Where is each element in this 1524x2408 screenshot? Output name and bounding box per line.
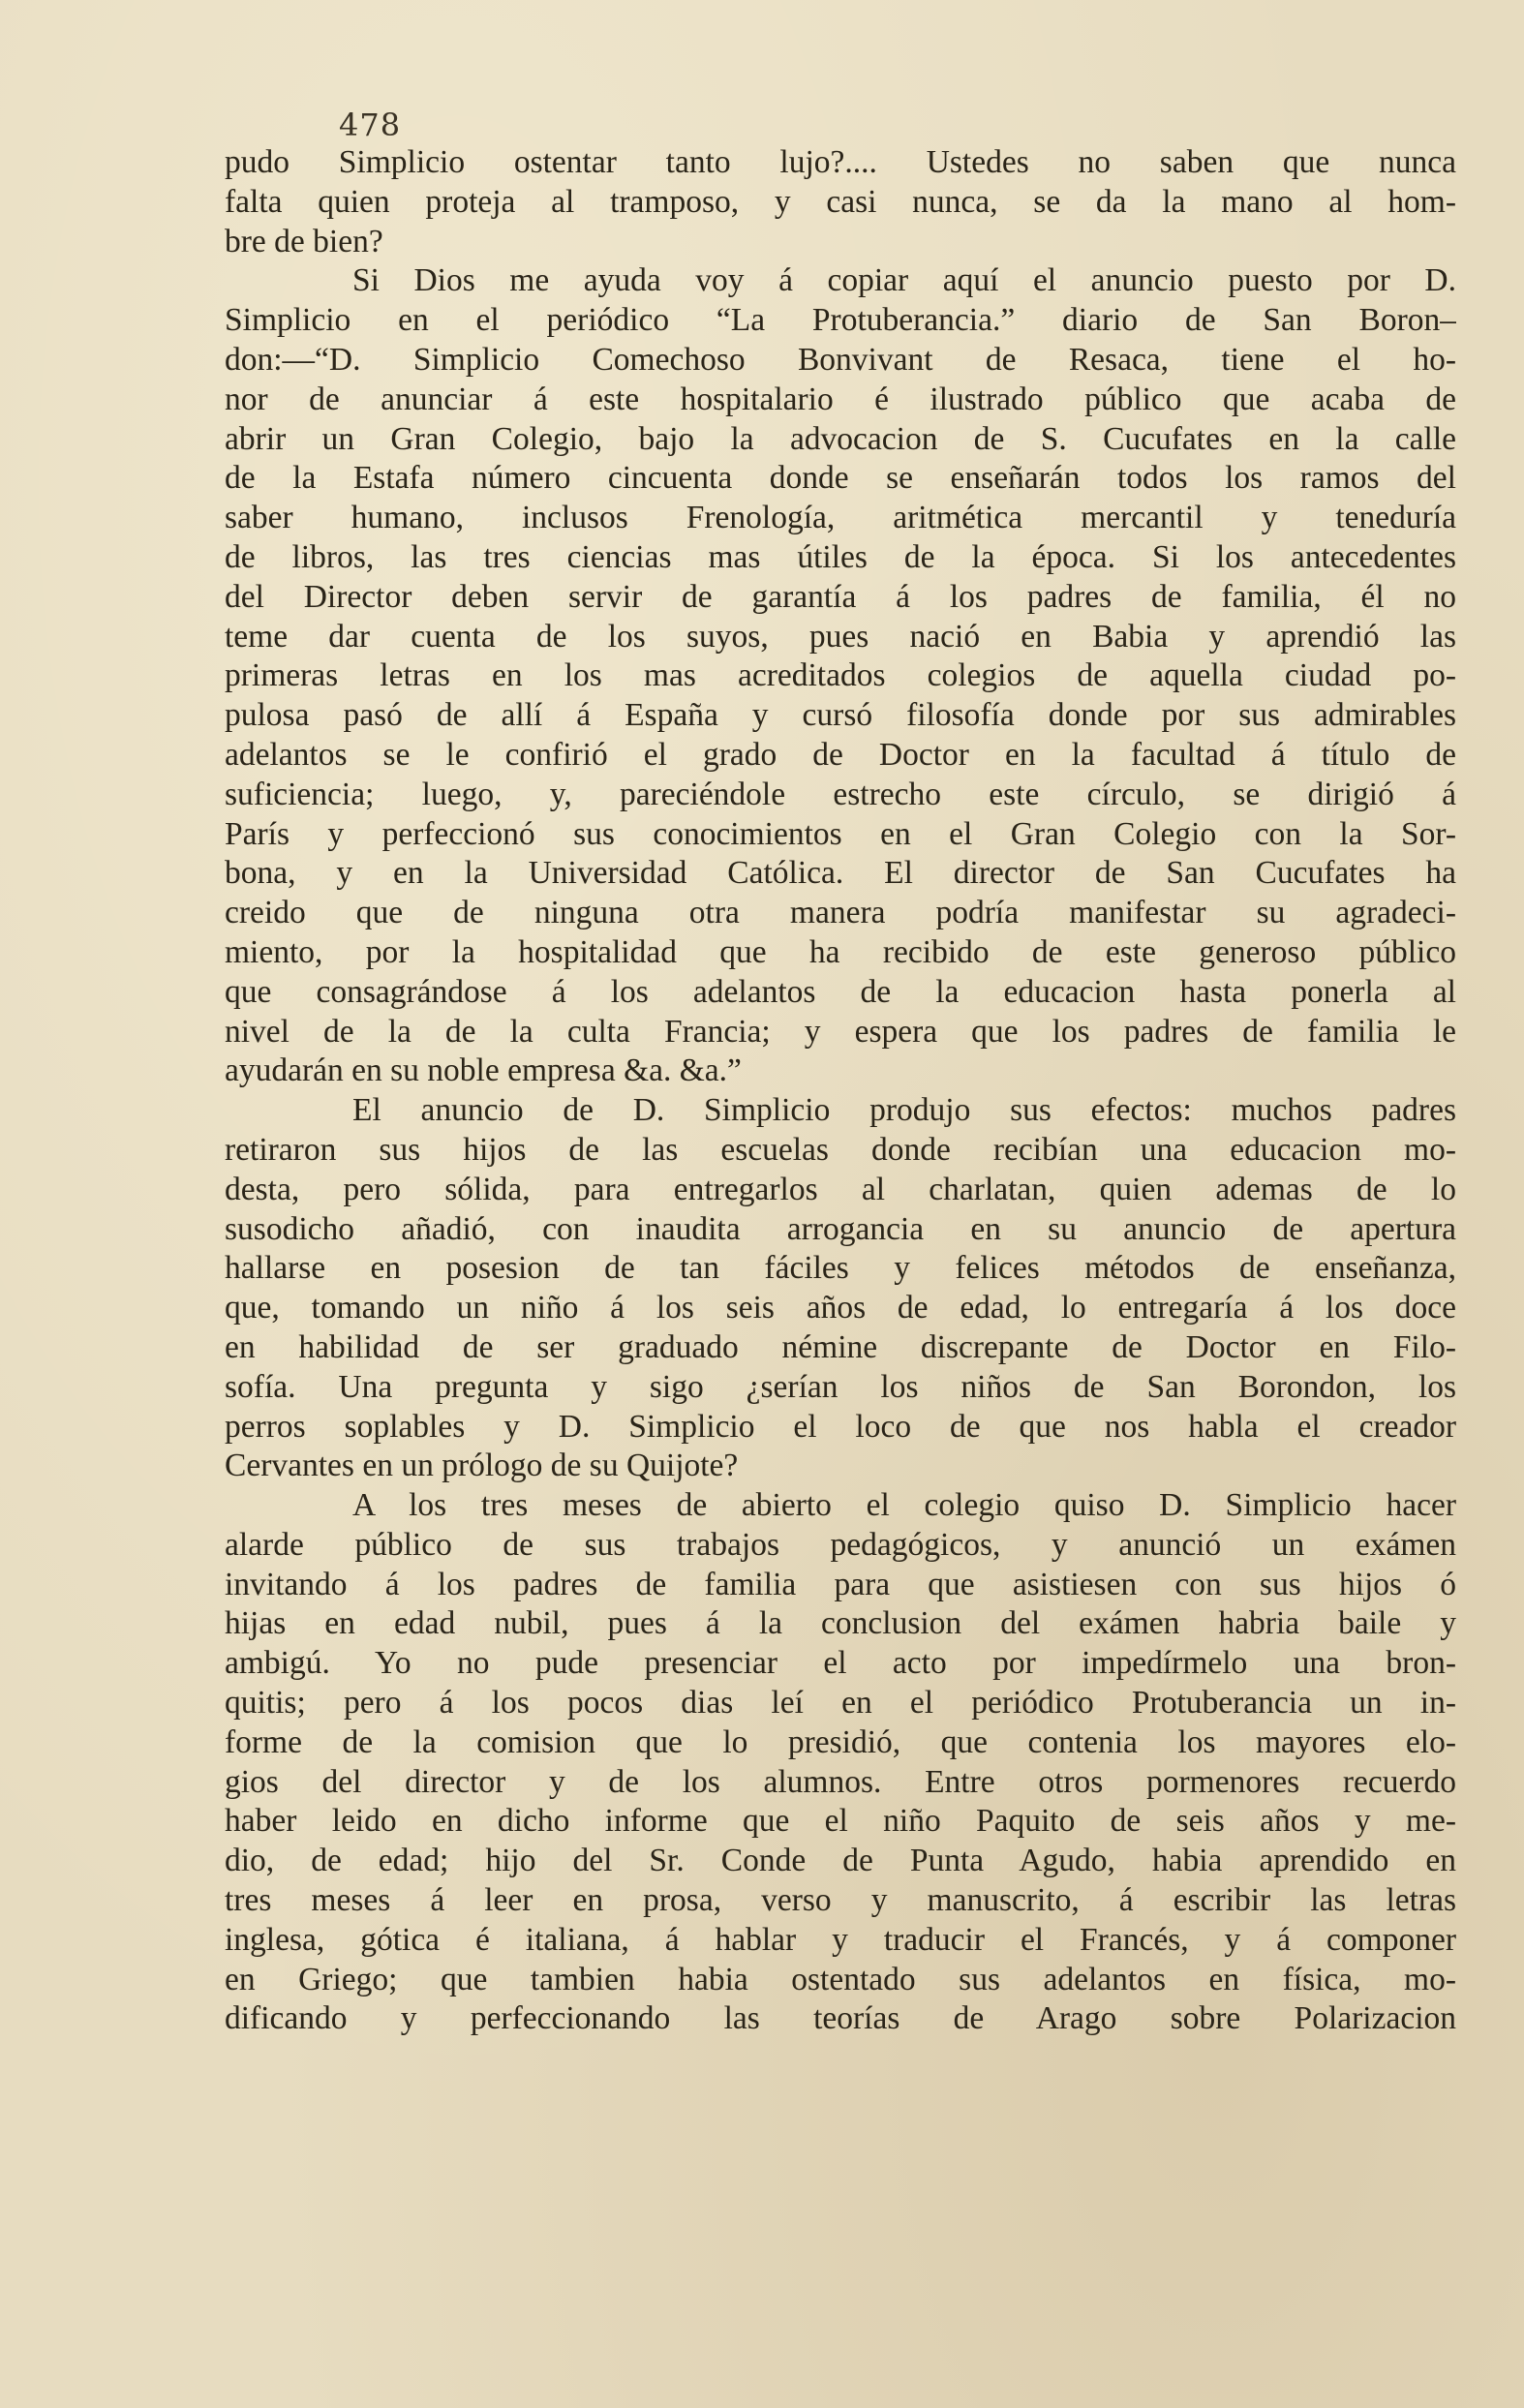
- text-line: adelantos se le confirió el grado de Doctor en la facultad á título de: [225, 736, 1456, 773]
- text-line: saber humano, inclusos Frenología, aritmética mercantil y teneduría: [225, 500, 1456, 536]
- text-line: ambigú. Yo no pude presenciar el acto por impedírmelo una bron-: [225, 1645, 1456, 1682]
- text-line: pudo Simplicio ostentar tanto lujo?.... Ustedes no saben que nunca: [225, 144, 1456, 180]
- text-line: en habilidad de ser graduado némine discrepante de Doctor en Filo-: [225, 1328, 1456, 1365]
- text-line: nivel de la de la culta Francia; y espera que los padres de familia le: [225, 1013, 1456, 1050]
- text-line: dio, de edad; hijo del Sr. Conde de Punta Agudo, habia aprendido en: [225, 1843, 1456, 1879]
- text-line: forme de la comision que lo presidió, que contenia los mayores elo-: [225, 1723, 1456, 1760]
- text-line: pulosa pasó de allí á España y cursó filosofía donde por sus admirables: [225, 697, 1456, 734]
- body-text: [225, 143, 1456, 2039]
- text-line: hallarse en posesion de tan fáciles y felices métodos de enseñanza,: [225, 1250, 1456, 1287]
- text-line: teme dar cuenta de los suyos, pues nació en Babia y aprendió las: [225, 618, 1456, 655]
- text-line: del Director deben servir de garantía á los padres de familia, él no: [225, 578, 1456, 615]
- text-line: gios del director y de los alumnos. Entre otros pormenores recuerdo: [225, 1763, 1456, 1800]
- text-line: Si Dios me ayuda voy á copiar aquí el anuncio puesto por D.: [352, 262, 1456, 299]
- text-line: que consagrándose á los adelantos de la educacion hasta ponerla al: [225, 973, 1456, 1010]
- text-line: retiraron sus hijos de las escuelas donde recibían una educacion mo-: [225, 1131, 1456, 1168]
- text-line: bre de bien?: [225, 223, 383, 259]
- text-line: desta, pero sólida, para entregarlos al charlatan, quien ademas de lo: [225, 1171, 1456, 1207]
- text-line: haber leido en dicho informe que el niño Paquito de seis años y me-: [225, 1803, 1456, 1840]
- text-line: perros soplables y D. Simplicio el loco de que nos habla el creador: [225, 1408, 1456, 1445]
- text-line: El anuncio de D. Simplicio produjo sus efectos: muchos padres: [352, 1092, 1456, 1129]
- text-line: que, tomando un niño á los seis años de edad, lo entregaría á los doce: [225, 1290, 1456, 1326]
- text-line: falta quien proteja al tramposo, y casi nunca, se da la mano al hom-: [225, 183, 1456, 220]
- text-line: don:—“D. Simplicio Comechoso Bonvivant de Resaca, tiene el ho-: [225, 341, 1456, 378]
- text-line: hijas en edad nubil, pues á la conclusion del exámen habria baile y: [225, 1605, 1456, 1642]
- text-line: Simplicio en el periódico “La Protuberancia.” diario de San Boron–: [225, 302, 1456, 339]
- text-line: A los tres meses de abierto el colegio quiso D. Simplicio hacer: [352, 1487, 1456, 1524]
- text-line: de la Estafa número cincuenta donde se enseñarán todos los ramos del: [225, 460, 1456, 497]
- text-line: miento, por la hospitalidad que ha recibido de este generoso público: [225, 933, 1456, 970]
- text-line: alarde público de sus trabajos pedagógicos, y anunció un exámen: [225, 1526, 1456, 1563]
- text-line: ayudarán en su noble empresa &a. &a.”: [225, 1052, 742, 1089]
- text-line: primeras letras en los mas acreditados colegios de aquella ciudad po-: [225, 657, 1456, 694]
- text-line: creido que de ninguna otra manera podría manifestar su agradeci-: [225, 895, 1456, 931]
- page-number: 478: [339, 107, 402, 143]
- text-line: invitando á los padres de familia para que asistiesen con sus hijos ó: [225, 1566, 1456, 1602]
- text-line: bona, y en la Universidad Católica. El director de San Cucufates ha: [225, 855, 1456, 892]
- text-line: tres meses á leer en prosa, verso y manuscrito, á escribir las letras: [225, 1882, 1456, 1919]
- text-line: nor de anunciar á este hospitalario é ilustrado público que acaba de: [225, 381, 1456, 417]
- text-line: inglesa, gótica é italiana, á hablar y traducir el Francés, y á componer: [225, 1921, 1456, 1958]
- text-line: Cervantes en un prólogo de su Quijote?: [225, 1448, 739, 1484]
- text-line: sofía. Una pregunta y sigo ¿serían los niños de San Borondon, los: [225, 1368, 1456, 1405]
- text-line: de libros, las tres ciencias mas útiles de la época. Si los antecedentes: [225, 538, 1456, 575]
- text-line: París y perfeccionó sus conocimientos en el Gran Colegio con la Sor-: [225, 815, 1456, 852]
- text-line: suficiencia; luego, y, pareciéndole estrecho este círculo, se dirigió á: [225, 776, 1456, 812]
- text-line: dificando y perfeccionando las teorías de Arago sobre Polarizacion: [225, 2000, 1456, 2037]
- text-line: quitis; pero á los pocos dias leí en el periódico Protuberancia un in-: [225, 1685, 1456, 1722]
- text-line: en Griego; que tambien habia ostentado sus adelantos en física, mo-: [225, 1961, 1456, 1997]
- text-line: susodicho añadió, con inaudita arrogancia en su anuncio de apertura: [225, 1210, 1456, 1247]
- text-line: abrir un Gran Colegio, bajo la advocacion de S. Cucufates en la calle: [225, 420, 1456, 457]
